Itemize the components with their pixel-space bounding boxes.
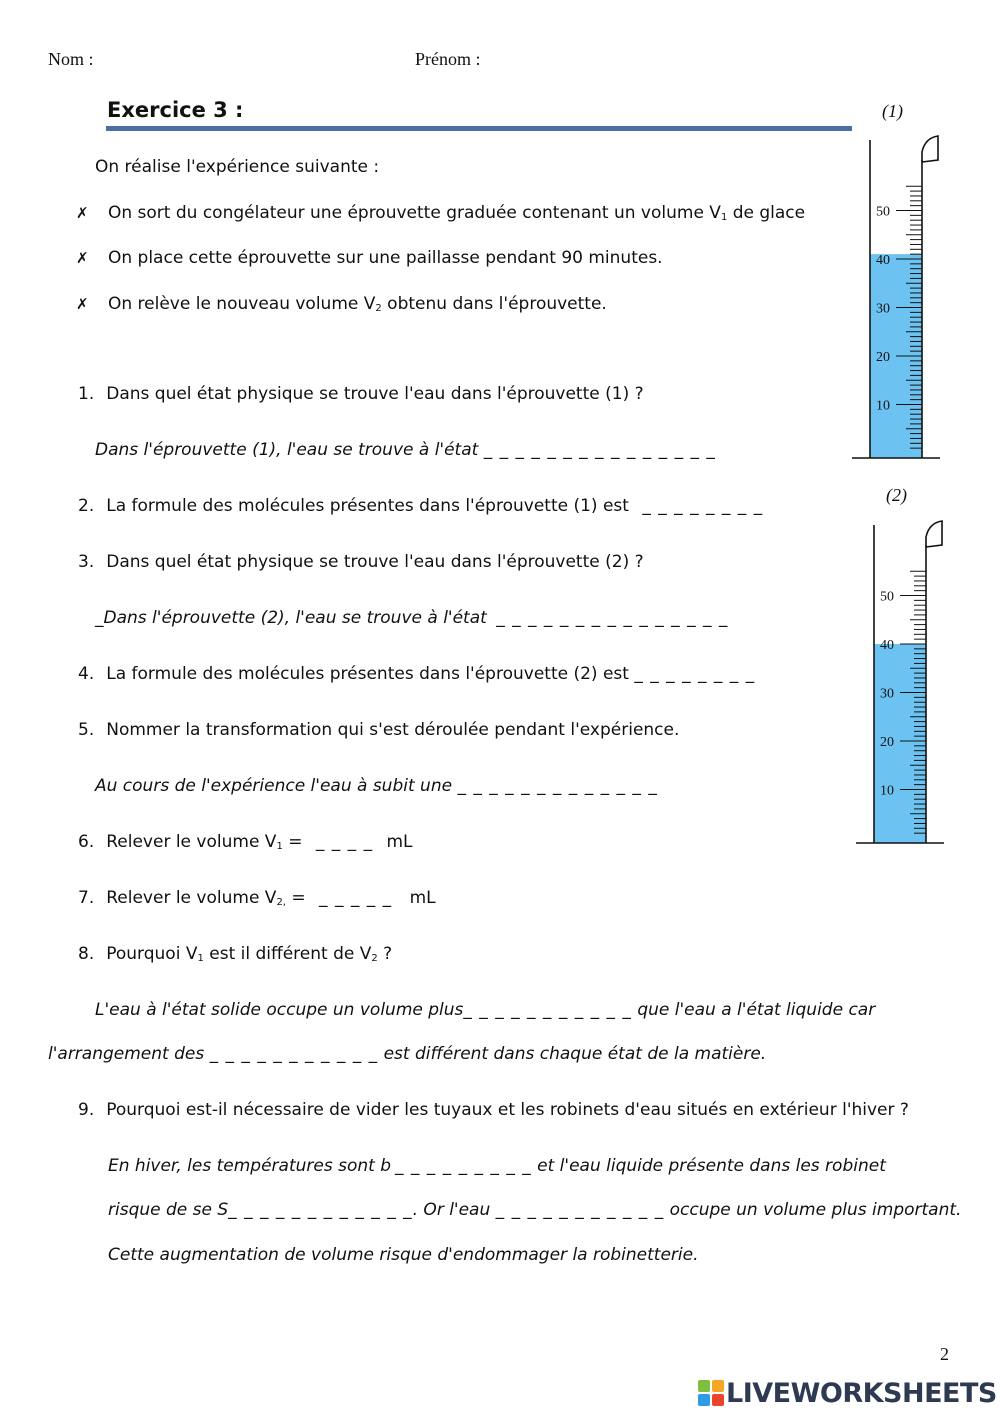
answer-6-blank[interactable]: _ _ _ _	[315, 832, 374, 852]
answer-1-blank[interactable]: _ _ _ _ _ _ _ _ _ _ _ _ _ _ _	[483, 440, 716, 460]
page-number: 2	[940, 1344, 949, 1364]
cross-icon: ✗	[76, 249, 89, 267]
cylinder-spout	[922, 136, 938, 162]
graduated-cylinder-2	[854, 515, 954, 850]
question-4: 4. La formule des molécules présentes dans l'éprouvette (2) est _ _ _ _ _ _ _ _	[78, 664, 756, 684]
answer-4-blank[interactable]: _ _ _ _ _ _ _ _	[634, 664, 756, 684]
tick-label: 20	[880, 735, 894, 750]
answer-9-blank-2[interactable]: _ _ _ _ _ _ _ _ _ _ _ _	[228, 1200, 413, 1220]
cross-icon: ✗	[76, 295, 89, 313]
answer-9-blank-3[interactable]: _ _ _ _ _ _ _ _ _ _ _	[495, 1200, 665, 1220]
answer-9-line-3: Cette augmentation de volume risque d'endommager la robinetterie.	[108, 1245, 699, 1265]
answer-3-blank[interactable]: _ _ _ _ _ _ _ _ _ _ _ _ _ _ _	[496, 608, 729, 628]
tick-label: 30	[880, 686, 894, 702]
question-6: 6. Relever le volume $V_1$ = _ _ _ _ mL	[78, 832, 413, 852]
answer-1: Dans l'éprouvette (1), l'eau se trouve à l'état _ _ _ _ _ _ _ _ _ _ _ _ _ _ _	[95, 440, 716, 460]
liveworksheets-logo	[698, 1377, 997, 1409]
title-underline	[106, 126, 852, 131]
question-7: 7. Relever le volume $V_{2,}$ = _ _ _ _ _ mL	[78, 888, 436, 908]
answer-8-blank-1[interactable]: _ _ _ _ _ _ _ _ _ _ _	[463, 1000, 632, 1020]
question-9: 9. Pourquoi est-il nécessaire de vider les tuyaux et les robinets d'eau situés en extérieur l'hiver ?	[78, 1100, 909, 1120]
brand-name: LIVEWORKSHEETS	[726, 1377, 997, 1409]
answer-7-blank[interactable]: _ _ _ _ _	[319, 888, 393, 908]
question-3: 3. Dans quel état physique se trouve l'eau dans l'éprouvette (2) ?	[78, 552, 644, 572]
step-2: ✗ On place cette éprouvette sur une paillasse pendant 90 minutes.	[76, 248, 663, 268]
question-1: 1. Dans quel état physique se trouve l'eau dans l'éprouvette (1) ?	[78, 384, 644, 404]
nom-label: Nom :	[48, 49, 94, 69]
answer-9-line-1: En hiver, les températures sont b _ _ _ _ _ _ _ _ _ et l'eau liquide présente dans les robinet	[108, 1156, 886, 1176]
answer-5-blank[interactable]: _ _ _ _ _ _ _ _ _ _ _ _ _	[457, 776, 658, 796]
answer-9-blank-1[interactable]: _ _ _ _ _ _ _ _ _	[395, 1156, 532, 1176]
answer-9-line-2: risque de se S_ _ _ _ _ _ _ _ _ _ _ _. Or l'eau _ _ _ _ _ _ _ _ _ _ _ occupe un volume plus important.	[108, 1200, 962, 1220]
tick-label: 50	[876, 204, 890, 220]
tick-label: 20	[876, 350, 890, 365]
question-5: 5. Nommer la transformation qui s'est déroulée pendant l'expérience.	[78, 720, 680, 740]
tick-label: 40	[876, 253, 890, 268]
question-2: 2. La formule des molécules présentes dans l'éprouvette (1) est _ _ _ _ _ _ _ _	[78, 496, 764, 516]
tick-label: 10	[876, 398, 890, 414]
answer-5: Au cours de l'expérience l'eau à subit une _ _ _ _ _ _ _ _ _ _ _ _ _	[95, 776, 658, 796]
tick-label: 10	[880, 783, 894, 799]
answer-3: _Dans l'éprouvette (2), l'eau se trouve à l'état _ _ _ _ _ _ _ _ _ _ _ _ _ _ _	[95, 608, 729, 628]
liveworksheets-icon	[698, 1380, 724, 1406]
tick-label: 40	[880, 638, 894, 653]
step-1: ✗ On sort du congélateur une éprouvette graduée contenant un volume $V_1$ de glace	[76, 203, 806, 223]
prenom-label: Prénom :	[415, 49, 481, 69]
exercise-intro: On réalise l'expérience suivante :	[95, 157, 380, 177]
answer-8-blank-2[interactable]: _ _ _ _ _ _ _ _ _ _ _	[209, 1044, 379, 1064]
cross-icon: ✗	[76, 204, 89, 222]
cylinder-1-label: (1)	[882, 101, 903, 121]
answer-8-line-2: l'arrangement des _ _ _ _ _ _ _ _ _ _ _ est différent dans chaque état de la matière.	[48, 1044, 767, 1064]
cylinder-spout	[926, 521, 942, 547]
tick-label: 30	[876, 301, 890, 317]
question-8: 8. Pourquoi $V_1$ est il différent de $V_2$ ?	[78, 944, 393, 964]
graduated-cylinder-1	[850, 130, 950, 465]
exercise-title: Exercice 3 :	[107, 98, 244, 122]
cylinder-2-label: (2)	[886, 485, 907, 505]
answer-8-line-1: L'eau à l'état solide occupe un volume plus_ _ _ _ _ _ _ _ _ _ _ que l'eau a l'état liquide car	[95, 1000, 876, 1020]
tick-label: 50	[880, 589, 894, 605]
answer-2-blank[interactable]: _ _ _ _ _ _ _ _	[642, 496, 764, 516]
step-3: ✗ On relève le nouveau volume $V_2$ obtenu dans l'éprouvette.	[76, 294, 607, 314]
